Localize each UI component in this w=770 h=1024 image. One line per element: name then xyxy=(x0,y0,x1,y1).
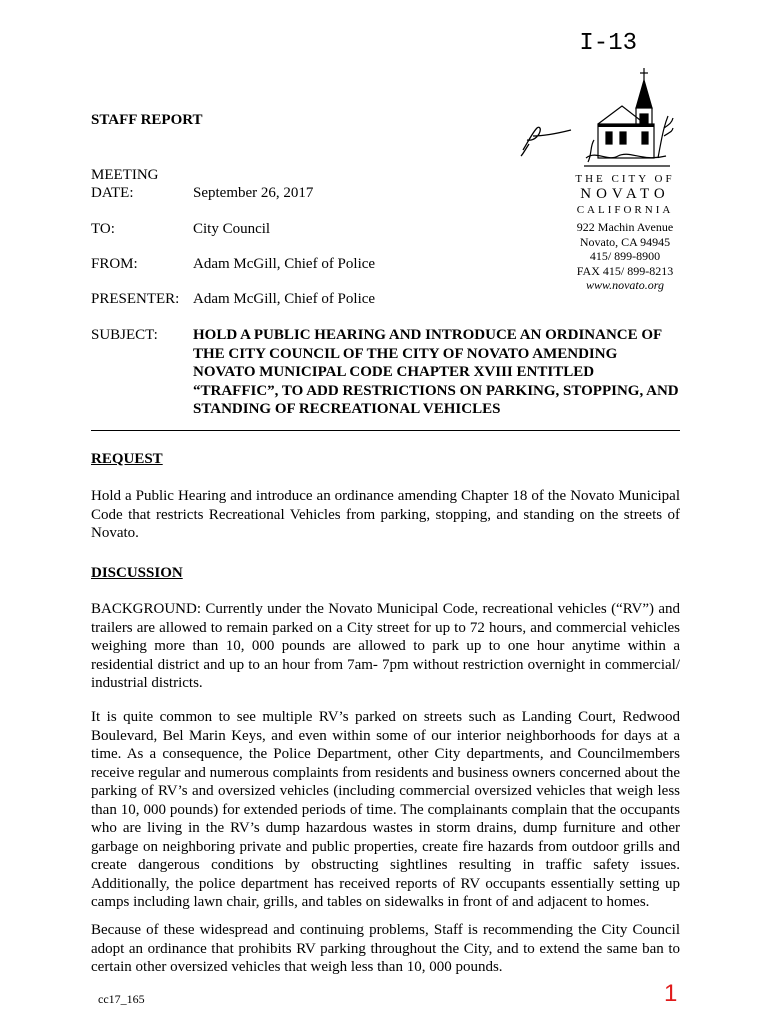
church-logo-icon xyxy=(578,66,674,170)
item-number: I-13 xyxy=(579,30,637,57)
to-label: TO: xyxy=(91,221,115,237)
discussion-paragraph-2: It is quite common to see multiple RV’s parked on streets such as Landing Court, Redwood Boulevard, Bel Marin Keys, and even within some of our interior neighborhoods for days at a time. As a consequence, the Police Department, other City departments, and Councilmembers receive regular and numerous complaints from residents and business owners concerned about the parking of RV’s and oversized vehicles (including commercial oversized vehicles that weigh less than 10, 000 pounds) for extended periods of time. The complainants complain that the occupants who are living in the RV’s dump hazardous wastes in storm drains, dump furniture and other garbage on neighboring private and public properties, create fire hazards from outdoor grills and create dangerous conditions by obstructing sightlines resulting in traffic safety issues. Additionally, the police department has received reports of RV occupants essentially setting up camps including lawn chair, grills, and tables on sidewalks in front of and adjacent to homes. xyxy=(91,709,680,910)
from-label: FROM: xyxy=(91,256,138,272)
footer-doc-id: cc17_165 xyxy=(98,992,145,1006)
city-address-block xyxy=(560,220,690,293)
signature-mark xyxy=(515,122,575,158)
website-link[interactable]: www.novato.org xyxy=(585,278,664,292)
presenter-value: Adam McGill, Chief of Police xyxy=(193,291,376,307)
header-divider xyxy=(91,430,680,431)
discussion-paragraph-1: BACKGROUND: Currently under the Novato Municipal Code, recreational vehicles (“RV”) and trailers are allowed to remain parked on a City street for up to 72 hours, and commercial vehicles weighing more than 10, 000 pounds are allowed to park up to one hour anytime within a residential district and up to an hour from 7am- 7pm without restriction overnight in commercial/ industrial districts. xyxy=(91,601,680,691)
phone-number: 415/ 899-8900 xyxy=(589,249,661,263)
city-name-block xyxy=(570,173,680,216)
meeting-label-line2: DATE: xyxy=(91,185,134,201)
street-address: 922 Machin Avenue xyxy=(576,220,674,234)
subject-label: SUBJECT: xyxy=(91,327,158,343)
page-number: 1 xyxy=(664,980,678,1007)
to-value: City Council xyxy=(193,221,271,237)
discussion-heading: DISCUSSION xyxy=(91,565,183,581)
from-value: Adam McGill, Chief of Police xyxy=(193,256,376,272)
presenter-label: PRESENTER: xyxy=(91,291,180,307)
city-line1: THE CITY OF xyxy=(575,173,675,185)
discussion-paragraph-3: Because of these widespread and continuing problems, Staff is recommending the City Council adopt an ordinance that prohibits RV parking throughout the City, and to extend the same ban to certain other oversized vehicles that weigh less than 10, 000 pounds. xyxy=(91,922,680,975)
city-state-zip: Novato, CA 94945 xyxy=(579,234,671,249)
request-heading: REQUEST xyxy=(91,451,163,467)
meeting-label-line1: MEETING xyxy=(91,167,159,183)
city-line2: NOVATO xyxy=(580,186,670,202)
fax-number: FAX 415/ 899-8213 xyxy=(576,263,674,278)
meeting-date: September 26, 2017 xyxy=(193,185,314,201)
report-title: STAFF REPORT xyxy=(91,112,203,128)
request-paragraph: Hold a Public Hearing and introduce an ordinance amending Chapter 18 of the Novato Municipal Code that restricts Recreational Vehicles from parking, stopping, and standing on the streets of Novato. xyxy=(91,488,680,541)
city-line3: CALIFORNIA xyxy=(576,204,674,216)
subject-text: HOLD A PUBLIC HEARING AND INTRODUCE AN ORDINANCE OF THE CITY COUNCIL OF THE CITY OF NOVATO AMENDING NOVATO MUNICIPAL CODE CHAPTER XVIII ENTITLED “TRAFFIC”, TO ADD RESTRICTIONS ON PARKING, STOPPING, AND STANDING OF RECREATIONAL VEHICLES xyxy=(193,327,679,417)
